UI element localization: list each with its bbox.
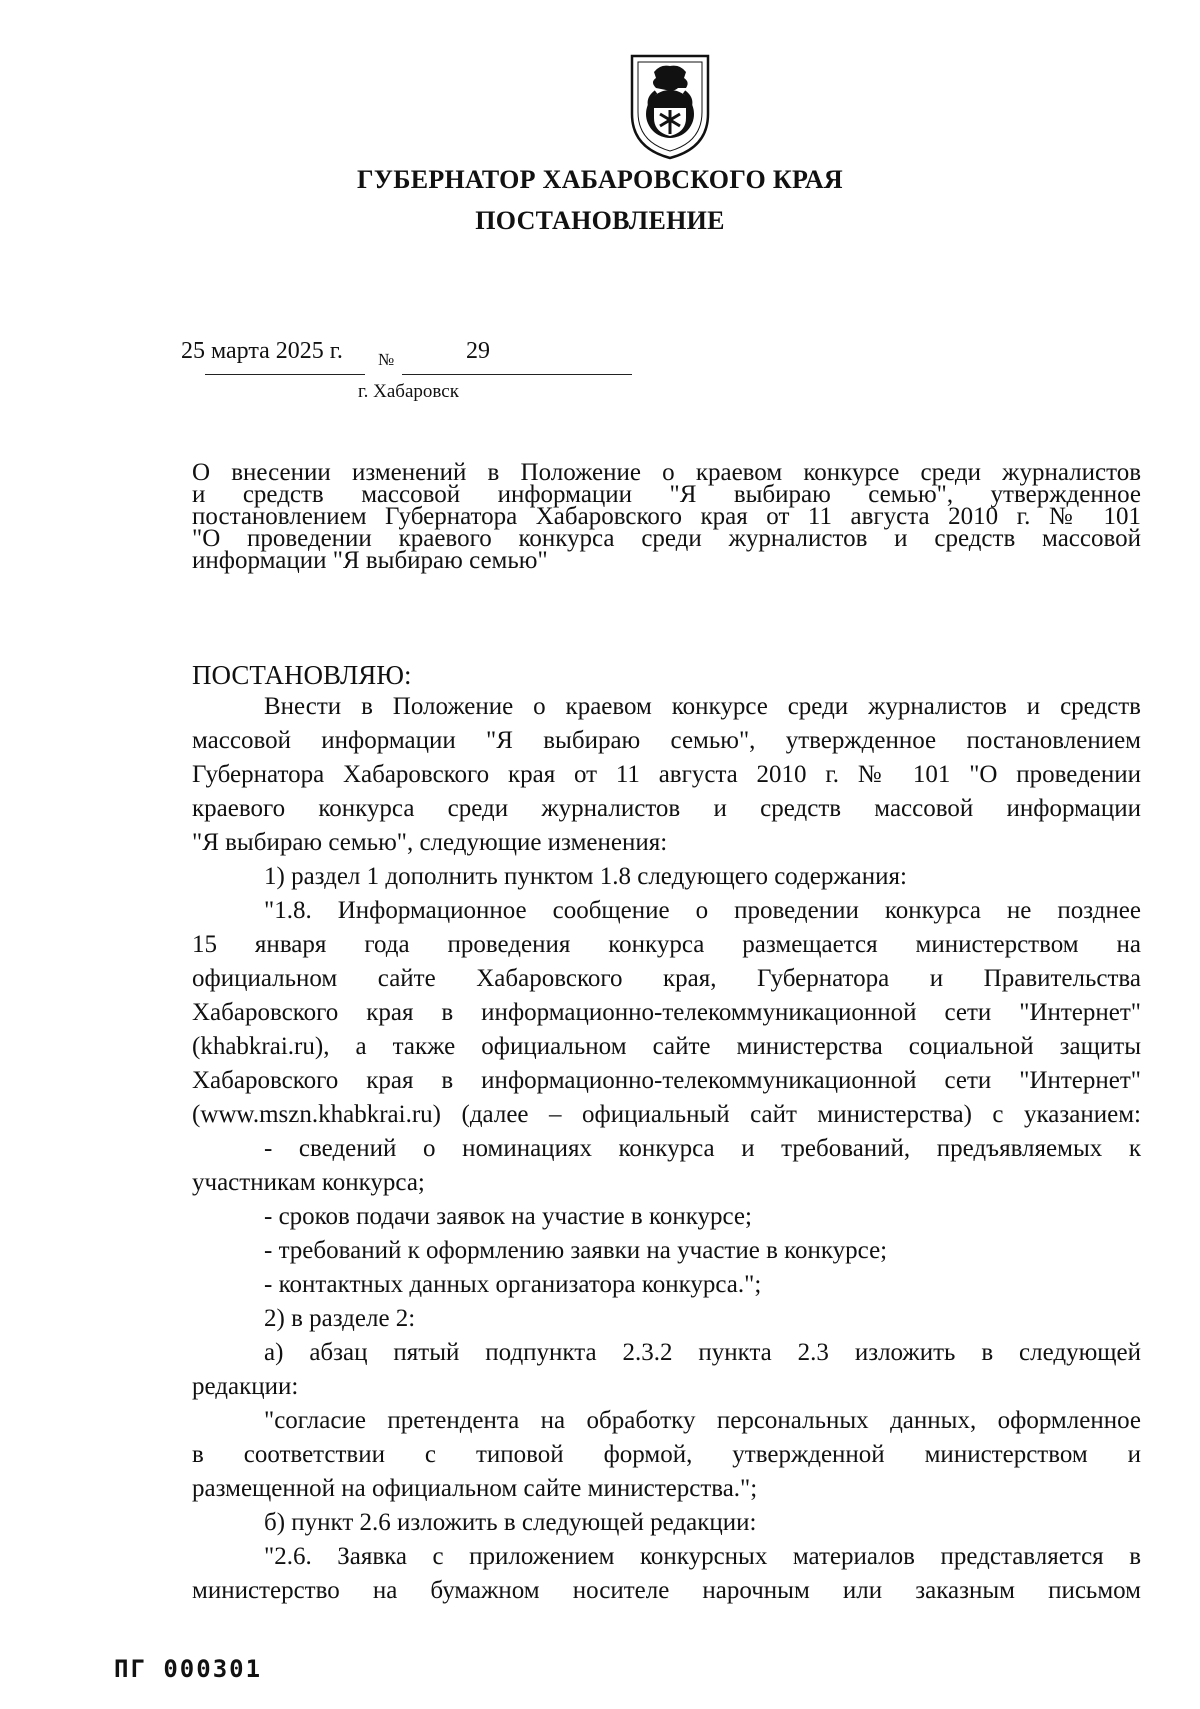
body-line: в соответствии с типовой формой, утвержденной министерством и bbox=[192, 1441, 1141, 1468]
subject-line: "О проведении краевого конкурса среди журналистов и средств массовой bbox=[192, 525, 1141, 552]
subject-line: О внесении изменений в Положение о краевом конкурсе среди журналистов bbox=[192, 459, 1141, 486]
body-line: 1) раздел 1 дополнить пунктом 1.8 следующего содержания: bbox=[264, 863, 907, 890]
body-line: участникам конкурса; bbox=[192, 1169, 425, 1196]
body-line: а) абзац пятый подпункта 2.3.2 пункта 2.3 изложить в следующей bbox=[264, 1339, 1141, 1366]
body-line: Хабаровского края в информационно-телекоммуникационной сети "Интернет" bbox=[192, 999, 1141, 1026]
decree-number: 29 bbox=[466, 338, 490, 364]
body-line: - требований к оформлению заявки на участие в конкурсе; bbox=[264, 1237, 888, 1264]
body-line: "1.8. Информационное сообщение о проведении конкурса не позднее bbox=[264, 897, 1141, 924]
number-underline bbox=[402, 374, 632, 375]
body-line: 2) в разделе 2: bbox=[264, 1305, 416, 1332]
body-line: массовой информации "Я выбираю семью", утвержденное постановлением bbox=[192, 727, 1141, 754]
body-line: "согласие претендента на обработку персональных данных, оформленное bbox=[264, 1407, 1141, 1434]
decree-body bbox=[192, 690, 1141, 1608]
body-line: б) пункт 2.6 изложить в следующей редакции: bbox=[264, 1509, 757, 1536]
decree-subject bbox=[192, 459, 1141, 574]
body-line: - сроков подачи заявок на участие в конкурсе; bbox=[264, 1203, 752, 1230]
document-type: ПОСТАНОВЛЕНИЕ bbox=[475, 206, 725, 235]
authority-title: ГУБЕРНАТОР ХАБАРОВСКОГО КРАЯ bbox=[356, 165, 843, 194]
bear-shield-icon bbox=[626, 52, 714, 160]
body-line: Внести в Положение о краевом конкурсе среди журналистов и средств bbox=[264, 693, 1141, 720]
body-line: (www.mszn.khabkrai.ru) (далее – официальный сайт министерства) с указанием: bbox=[192, 1101, 1141, 1128]
form-serial-code: ПГ 000301 bbox=[114, 1655, 263, 1683]
subject-line: постановлением Губернатора Хабаровского края от 11 августа 2010 г. № 101 bbox=[192, 503, 1141, 530]
body-line: 15 января года проведения конкурса размещается министерством на bbox=[192, 931, 1141, 958]
date-underline bbox=[205, 374, 365, 375]
body-line: "2.6. Заявка с приложением конкурсных материалов представляется в bbox=[264, 1543, 1141, 1570]
body-line: Хабаровского края в информационно-телекоммуникационной сети "Интернет" bbox=[192, 1067, 1141, 1094]
body-line: официальном сайте Хабаровского края, Губернатора и Правительства bbox=[192, 965, 1141, 992]
subject-line: информации "Я выбираю семью" bbox=[192, 547, 548, 574]
body-line: "Я выбираю семью", следующие изменения: bbox=[192, 829, 668, 856]
subject-line: и средств массовой информации "Я выбираю семью", утвержденное bbox=[192, 481, 1141, 508]
decree-word: ПОСТАНОВЛЯЮ: bbox=[192, 660, 412, 690]
body-line: - сведений о номинациях конкурса и требований, предъявляемых к bbox=[264, 1135, 1141, 1162]
body-line: редакции: bbox=[192, 1373, 299, 1400]
body-line: Губернатора Хабаровского края от 11 августа 2010 г. № 101 "О проведении bbox=[192, 761, 1141, 788]
body-line: - контактных данных организатора конкурса."; bbox=[264, 1271, 762, 1298]
body-line: размещенной на официальном сайте министерства."; bbox=[192, 1475, 758, 1502]
body-line: (khabkrai.ru), а также официальном сайте министерства социальной защиты bbox=[192, 1033, 1141, 1060]
body-line: министерство на бумажном носителе нарочным или заказным письмом bbox=[192, 1577, 1141, 1604]
coat-of-arms-emblem bbox=[626, 52, 714, 160]
body-line: краевого конкурса среди журналистов и средств массовой информации bbox=[192, 795, 1141, 822]
decree-date: 25 марта 2025 г. bbox=[181, 338, 343, 364]
city-label: г. Хабаровск bbox=[358, 381, 459, 402]
number-sign: № bbox=[378, 350, 395, 369]
